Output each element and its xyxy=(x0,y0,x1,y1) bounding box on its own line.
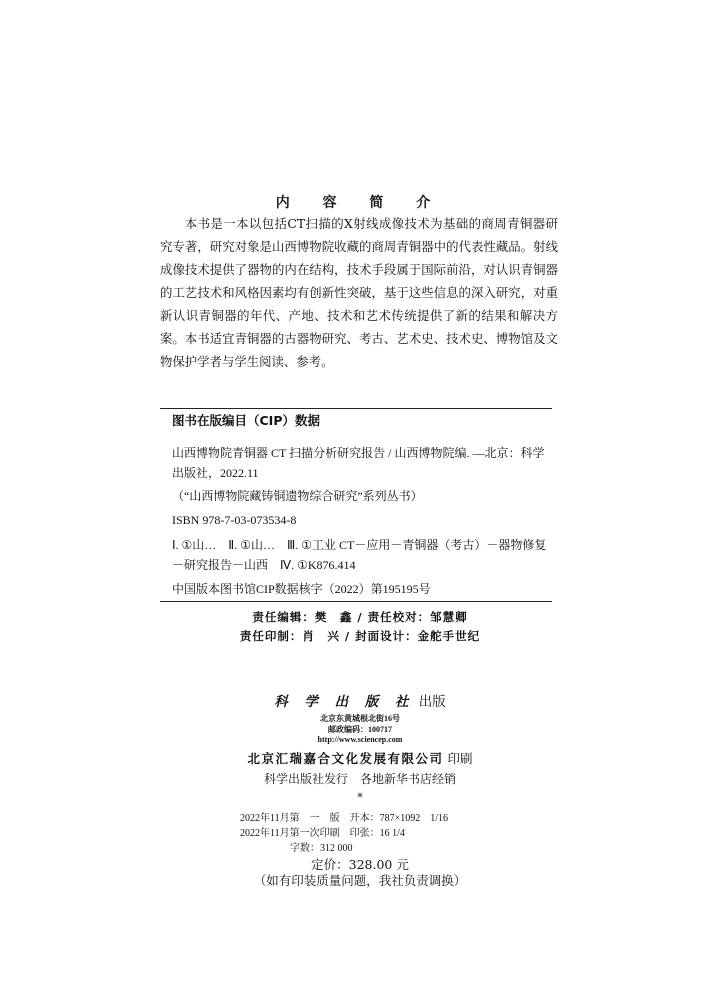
printer-suffix: 印刷 xyxy=(447,751,473,766)
printer-name: 北京汇瑞嘉合文化发展有限公司 xyxy=(247,751,444,766)
cip-heading: 图书在版编目（CIP）数据 xyxy=(172,413,320,428)
distribution-line: 科学出版社发行 各地新华书店经销 xyxy=(263,772,456,786)
summary-paragraph-1: 本书是一本以包括CT扫描的X射线成像技术为基础的商周青铜器研究专著，研究对象是山西博物院收藏的商周青铜器中的代表性藏品。射线成像技术提供了器物的内在结构，技术手段属于国际前沿，对认识青铜器的工艺技术和风格因素均有创新性突破，基于这些信息的深入研究，对重新认识青铜器的年代、产地、技术和艺术传统提供了新的结果和解决方案。 xyxy=(160,216,558,346)
publisher-line xyxy=(0,690,720,710)
publisher-postcode: 邮政编码：100717 xyxy=(328,725,392,734)
cip-top-rule xyxy=(160,408,552,409)
editors-line-2: 责任印制：肖 兴 / 封面设计：金舵手世纪 xyxy=(239,629,481,643)
publisher-address: 北京东黄城根北街16号 xyxy=(320,714,400,723)
editors-line-1: 责任编辑：樊 鑫 / 责任校对：邹慧卿 xyxy=(252,610,468,624)
cip-title-line: 山西博物院青铜器 CT 扫描分析研究报告 / 山西博物院编. —北京：科学出版社，2022.11 xyxy=(172,446,545,480)
edition-line-2: 2022年11月第一次印刷 印张：16 1/4 xyxy=(240,828,405,839)
price-line: 定价：328.00 元 xyxy=(311,857,409,872)
publisher-name: 科 学 出 版 社 xyxy=(274,694,415,710)
edition-line-1: 2022年11月第 一 版 开本：787×1092 1/16 xyxy=(240,813,449,824)
quality-note: （如有印装质量问题，我社负责调换） xyxy=(253,873,467,888)
separator-star: * xyxy=(357,791,363,804)
edition-line-3: 字数：312 000 xyxy=(290,843,353,854)
cip-subject-line: Ⅰ. ①山… Ⅱ. ①山… Ⅲ. ①工业 CT－应用－青铜器（考古）－器物修复－研究报告－山西 Ⅳ. ①K876.414 xyxy=(172,538,547,572)
publisher-url: http://www.sciencep.com xyxy=(317,735,403,744)
publisher-suffix: 出版 xyxy=(418,694,446,710)
cip-series-line: （“山西博物院藏铸铜遗物综合研究”系列丛书） xyxy=(172,489,423,503)
cip-bottom-rule xyxy=(160,601,552,602)
cip-record-line: 中国版本图书馆CIP数据核字（2022）第195195号 xyxy=(172,582,431,596)
printer-line xyxy=(0,749,720,767)
summary-title: 内 容 简 介 xyxy=(275,195,445,211)
summary-paragraph-2: 本书适宜青铜器的古器物研究、考古、艺术史、技术史、博物馆及文物保护学者与学生阅读、参考。 xyxy=(160,331,558,369)
cip-isbn-line: ISBN 978-7-03-073534-8 xyxy=(172,513,297,527)
